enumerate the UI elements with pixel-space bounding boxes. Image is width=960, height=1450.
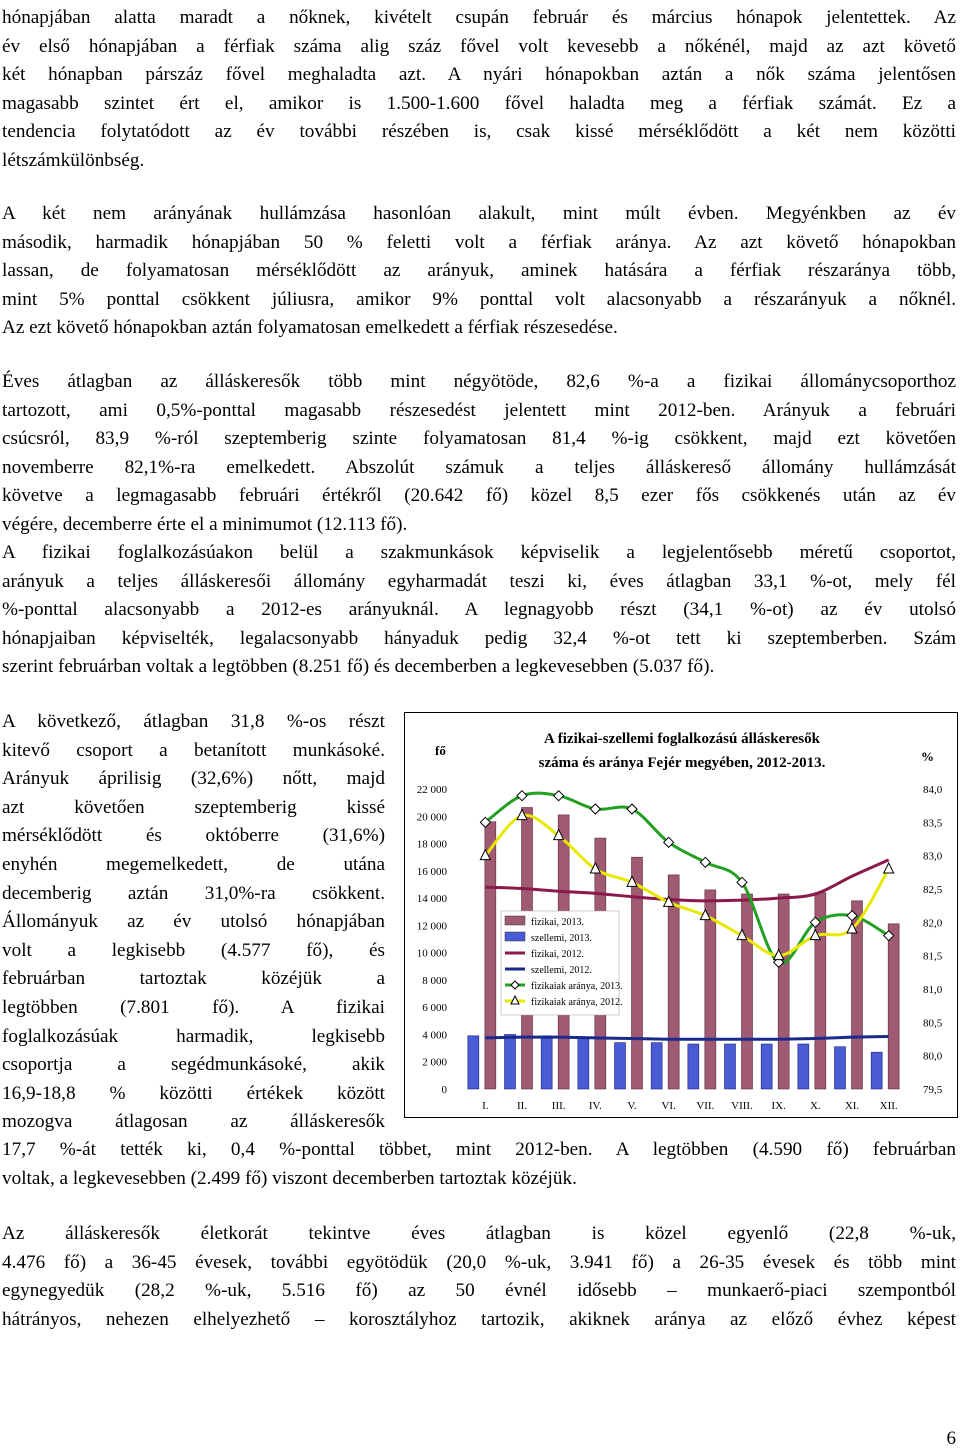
chart-title-line-1: A fizikai-szellemi foglalkozású álláskeresők — [544, 731, 820, 747]
left-tick-label: 10 000 — [416, 947, 447, 960]
bar-szellemi-2013 — [761, 1044, 772, 1089]
bar-szellemi-2013 — [835, 1047, 846, 1089]
text-line: kitevő csoport a betanított munkásoké. — [2, 739, 385, 761]
chart-title-line-2: száma és aránya Fejér megyében, 2012-2013. — [538, 755, 826, 771]
x-tick-label: V. — [627, 1100, 637, 1112]
text-line: csoportja a segédmunkásoké, akik — [2, 1054, 385, 1076]
x-tick-label: X. — [809, 1100, 821, 1112]
bar-szellemi-2013 — [578, 1039, 589, 1089]
right-tick-label: 80,5 — [923, 1017, 943, 1030]
text-line: A fizikai foglalkozásúakon belül a szakmunkások képviselik a legjelentősebb méretű csoportot, — [2, 542, 956, 563]
text-line: Az álláskeresők életkorát tekintve éves átlagban is közel egyenlő (22,8 %-uk, — [2, 1223, 956, 1244]
legend-label: szellemi, 2012. — [531, 965, 592, 976]
bar-fizikai-2013 — [778, 894, 789, 1089]
x-tick-label: XII. — [879, 1100, 898, 1112]
legend-label: fizikai, 2012. — [531, 949, 585, 960]
text-line: %-ponttal alacsonyabb a 2012-es arányuknál. A legnagyobb részt (34,1 %-ot) az év utolsó — [2, 599, 956, 621]
text-line: A következő, átlagban 31,8 %-os részt — [2, 711, 385, 732]
x-tick-label: IX. — [771, 1100, 786, 1112]
x-tick-label: VI. — [661, 1100, 676, 1112]
x-tick-label: II. — [516, 1100, 528, 1112]
text-line: foglalkozásúak harmadik, legkisebb — [2, 1025, 385, 1047]
legend-label: fizikaiak aránya, 2012. — [531, 997, 623, 1008]
bar-szellemi-2013 — [798, 1044, 809, 1089]
text-line: hátrányos, nehezen elhelyezhető – korosztályhoz tartozik, akiknek aránya az előző évhez képest — [2, 1308, 956, 1330]
page-number: 6 — [946, 1428, 956, 1449]
text-line: Arányuk áprilisig (32,6%) nőtt, majd — [2, 768, 385, 790]
bar-szellemi-2013 — [651, 1043, 662, 1089]
text-line: hónapjaiban képviselték, legalacsonyabb hányaduk pedig 32,4 %-ot tett ki szeptemberben. Szám — [2, 627, 956, 649]
bar-szellemi-2013 — [468, 1036, 479, 1089]
paragraph-5-side — [2, 708, 385, 1137]
text-line: februárban tartoztak közéjük a — [2, 968, 385, 990]
x-tick-label: VII. — [696, 1100, 715, 1112]
paragraph-1 — [2, 4, 956, 176]
marker-diamond — [554, 791, 564, 801]
text-line: decemberig aztán 31,0%-ra csökkent. — [2, 882, 385, 904]
left-tick-label: 20 000 — [416, 811, 447, 824]
text-line: arányuk a teljes álláskeresői állomány egyharmadát teszi ki, éves átlagban 33,1 %-ot, mely fél — [2, 570, 956, 592]
text-line: lassan, de folyamatosan mérséklődött az arányuk, aminek hatására a férfiak részaránya több, — [2, 260, 956, 282]
left-tick-label: 12 000 — [416, 920, 447, 933]
x-tick-label: III. — [551, 1100, 566, 1112]
text-line: csúcsról, 83,9 %-ról szeptemberig szinte folyamatosan 81,4 %-ig csökkent, majd ezt követően — [2, 428, 956, 450]
bar-szellemi-2013 — [615, 1043, 626, 1089]
paragraph-5-continued — [2, 1136, 956, 1193]
text-line: tartozott, ami 0,5%-ponttal magasabb részesedést jelentett mint 2012-ben. Arányuk a februári — [2, 399, 956, 421]
legend-label: szellemi, 2013. — [531, 933, 592, 944]
right-tick-label: 81,5 — [923, 950, 943, 963]
right-tick-label: 84,0 — [923, 784, 943, 796]
text-line: szerint februárban voltak a legtöbben (8.251 fő) és decemberben a legkevesebben (5.037 fő). — [2, 656, 715, 678]
text-line: 4.476 fő) a 36-45 évesek, további egyötödük (20,0 %-uk, 3.941 fő) a 26-35 évesek és több mint — [2, 1251, 956, 1273]
text-line: enyhén megemelkedett, de utána — [2, 853, 385, 875]
left-tick-label: 4 000 — [422, 1029, 447, 1042]
paragraph-3 — [2, 368, 956, 540]
text-line: mérséklődött és októberre (31,6%) — [2, 825, 385, 847]
bar-szellemi-2013 — [725, 1044, 736, 1089]
left-tick-label: 8 000 — [422, 974, 447, 987]
x-tick-label: IV. — [588, 1100, 602, 1112]
x-tick-label: VIII. — [731, 1100, 753, 1112]
left-tick-label: 18 000 — [416, 838, 447, 851]
text-line: Az ezt követő hónapokban aztán folyamatosan emelkedett a férfiak részesedése. — [2, 317, 618, 339]
text-line: magasabb szintet ért el, amikor is 1.500-1.600 fővel haladta meg a férfiak számát. Ez a — [2, 92, 956, 114]
bar-fizikai-2013 — [632, 857, 643, 1089]
marker-diamond — [517, 791, 527, 801]
bar-szellemi-2013 — [541, 1036, 552, 1089]
right-tick-label: 80,0 — [923, 1050, 943, 1063]
bar-fizikai-2013 — [485, 822, 496, 1089]
bar-fizikai-2013 — [888, 924, 899, 1089]
text-line: hónapjában alatta maradt a nőknek, kivételt csupán február és március hónapok jelentettek. Az — [2, 7, 956, 28]
text-line: azt követően szeptemberig kissé — [2, 796, 385, 818]
left-tick-label: 2 000 — [422, 1056, 447, 1069]
text-line: végére, decemberre érte el a minimumot (12.113 fő). — [2, 513, 408, 535]
left-tick-label: 14 000 — [416, 893, 447, 906]
text-line: 16,9-18,8 % közötti értékek között — [2, 1082, 385, 1104]
text-line: egynegyedük (28,2 %-uk, 5.516 fő) az 50 évnél idősebb – munkaerő-piaci szempontból — [2, 1280, 956, 1302]
text-line: mint 5% ponttal csökkent júliusra, amikor 9% ponttal volt alacsonyabb a részarányuk a nőknél. — [2, 288, 956, 310]
left-tick-label: 0 — [441, 1084, 447, 1096]
bar-szellemi-2013 — [505, 1034, 516, 1089]
marker-diamond — [590, 804, 600, 814]
paragraph-4 — [2, 539, 956, 682]
series-line-2 — [485, 860, 888, 901]
right-tick-label: 79,5 — [923, 1084, 943, 1096]
right-tick-label: 82,5 — [923, 884, 943, 896]
legend-swatch — [505, 916, 525, 925]
text-line: novemberre 82,1%-ra emelkedett. Abszolút számuk a teljes álláskereső állomány hullámzását — [2, 456, 956, 478]
marker-triangle — [884, 863, 894, 873]
text-line: tendencia folytatódott az év további részében is, csak kissé mérséklődött a két nem közötti — [2, 121, 956, 143]
x-tick-label: I. — [482, 1100, 489, 1112]
text-line: mozogva átlagosan az álláskeresők — [2, 1111, 385, 1133]
text-line: legtöbben (7.801 fő). A fizikai — [2, 996, 385, 1018]
text-line: Éves átlagban az álláskeresők több mint négyötöde, 82,6 %-a a fizikai állománycsoporthoz — [2, 371, 956, 392]
bar-szellemi-2013 — [688, 1044, 699, 1089]
text-line: volt a legkisebb (4.577 fő), és — [2, 939, 385, 961]
chart-container — [404, 712, 958, 1118]
bar-fizikai-2013 — [742, 894, 753, 1089]
legend-swatch — [505, 932, 525, 941]
chart-svg — [405, 713, 959, 1119]
right-tick-label: 83,5 — [923, 817, 943, 830]
text-line: létszámkülönbség. — [2, 149, 145, 171]
left-tick-label: 6 000 — [422, 1002, 447, 1015]
right-tick-label: 81,0 — [923, 984, 943, 996]
paragraph-2 — [2, 200, 956, 343]
left-tick-label: 22 000 — [416, 784, 447, 796]
left-axis-unit: fő — [435, 743, 446, 758]
paragraph-6 — [2, 1220, 956, 1334]
text-line: 17,7 %-át tették ki, 0,4 %-ponttal többet, mint 2012-ben. A legtöbben (4.590 fő) februárban — [2, 1139, 956, 1160]
right-tick-label: 83,0 — [923, 850, 943, 863]
legend-label: fizikaiak aránya, 2013. — [531, 981, 623, 992]
left-tick-label: 16 000 — [416, 865, 447, 878]
x-tick-label: XI. — [844, 1100, 860, 1112]
text-line: voltak, a legkevesebben (2.499 fő) viszont decemberben tartoztak közéjük. — [2, 1167, 577, 1189]
bar-szellemi-2013 — [871, 1052, 882, 1089]
text-line: Állományuk az év utolsó hónapjában — [2, 911, 385, 933]
right-tick-label: 82,0 — [923, 917, 943, 930]
text-line: második, harmadik hónapjában 50 % feletti volt a férfiak aránya. Az azt követő hónapokban — [2, 231, 956, 253]
text-line: A két nem arányának hullámzása hasonlóan alakult, mint múlt évben. Megyénkben az év — [2, 203, 956, 224]
text-line: két hónapban párszáz fővel meghaladta azt. A nyári hónapokban aztán a nők száma jelentősen — [2, 64, 956, 86]
text-line: év első hónapjában a férfiak száma alig száz fővel volt kevesebb a nőkénél, majd az azt követő — [2, 35, 956, 57]
right-axis-unit: % — [921, 749, 934, 764]
legend-label: fizikai, 2013. — [531, 917, 585, 928]
text-line: követve a legmagasabb februári értékről (20.642 fő) közel 8,5 ezer fős csökkenés után az év — [2, 485, 956, 507]
